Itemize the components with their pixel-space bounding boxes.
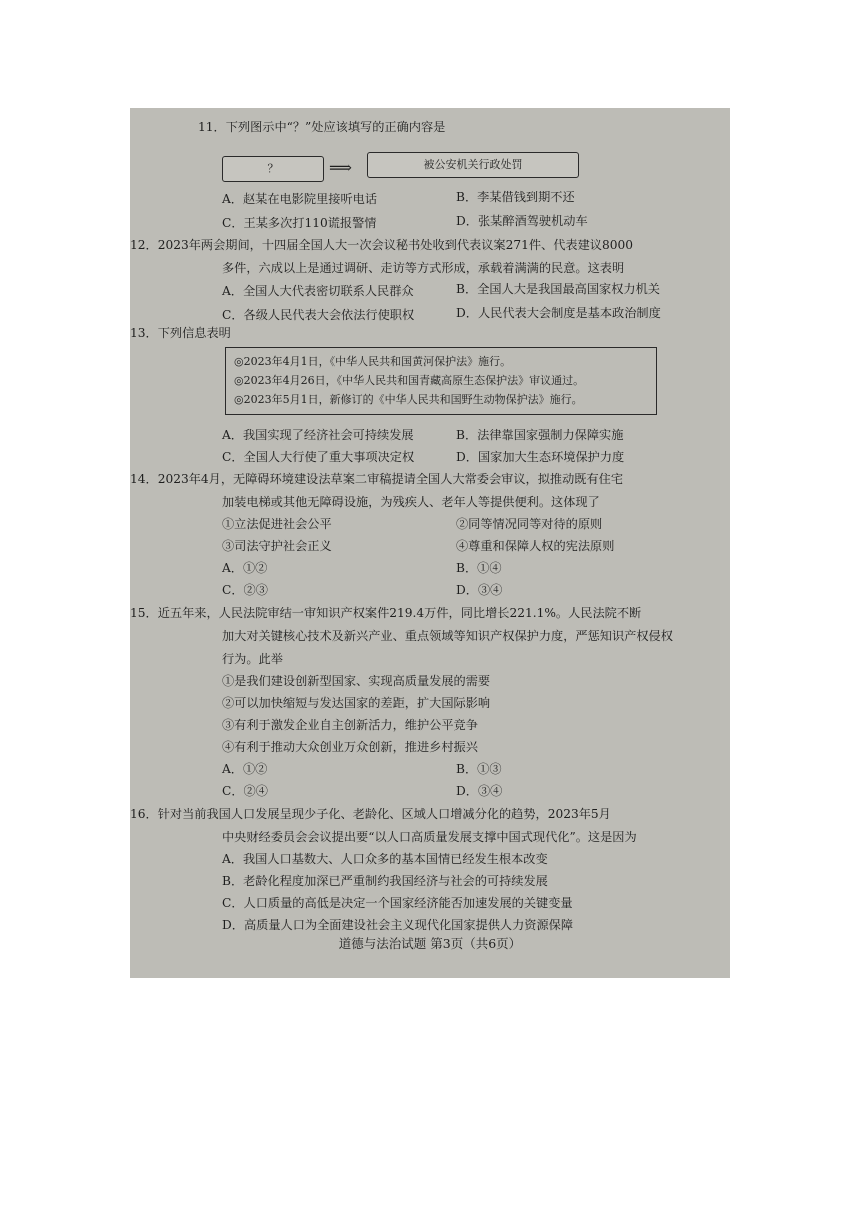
q15-item-1: ①是我们建设创新型国家、实现高质量发展的需要 [222, 674, 491, 688]
q11-option-b: B．李某借钱到期不还 [456, 190, 575, 204]
exam-page [130, 108, 730, 978]
q14-option-c: C．②③ [222, 583, 268, 597]
q12-stem-line1: 12．2023年两会期间，十四届全国人大一次会议秘书处收到代表议案271件、代表建议8000 [130, 238, 633, 252]
q13-option-d: D．国家加大生态环境保护力度 [456, 450, 625, 464]
q11-option-d: D．张某醉酒驾驶机动车 [456, 214, 588, 228]
q15-option-c: C．②④ [222, 784, 268, 798]
q14-option-b: B．①④ [456, 561, 502, 575]
q15-stem-line3: 行为。此举 [222, 652, 283, 666]
q12-option-d: D．人民代表大会制度是基本政治制度 [456, 306, 661, 320]
q14-stem-line2: 加装电梯或其他无障碍设施，为残疾人、老年人等提供便利。这体现了 [222, 495, 600, 509]
double-arrow-icon: ⟹ [329, 158, 352, 177]
q15-item-2: ②可以加快缩短与发达国家的差距，扩大国际影响 [222, 696, 491, 710]
q13-option-b: B．法律靠国家强制力保障实施 [456, 428, 624, 442]
q16-stem-line2: 中央财经委员会会议提出要“以人口高质量发展支撑中国式现代化”。这是因为 [222, 830, 637, 844]
q14-item-3: ③司法守护社会正义 [222, 539, 332, 553]
q16-stem-line1: 16．针对当前我国人口发展呈现少子化、老龄化、区域人口增减分化的趋势，2023年5月 [130, 807, 611, 821]
q13-info-line3: ◎2023年5月1日，新修订的《中华人民共和国野生动物保护法》施行。 [234, 393, 583, 406]
q12-option-b: B．全国人大是我国最高国家权力机关 [456, 282, 660, 296]
q15-stem-line2: 加大对关键核心技术及新兴产业、重点领域等知识产权保护力度，严惩知识产权侵权 [222, 629, 673, 643]
q11-unknown-box: ？ [222, 156, 324, 182]
q11-option-a: A．赵某在电影院里接听电话 [222, 192, 378, 206]
q12-option-c: C．各级人民代表大会依法行使职权 [222, 308, 415, 322]
q16-option-c: C．人口质量的高低是决定一个国家经济能否加速发展的关键变量 [222, 896, 573, 910]
q14-item-2: ②同等情况同等对待的原则 [456, 517, 603, 531]
q11-option-c: C．王某多次打110谎报警情 [222, 216, 377, 230]
q13-info-box [225, 347, 657, 415]
q13-stem: 13．下列信息表明 [130, 326, 231, 340]
q13-info-line2: ◎2023年4月26日，《中华人民共和国青藏高原生态保护法》审议通过。 [234, 374, 585, 387]
q15-option-d: D．③④ [456, 784, 503, 798]
page-footer: 道德与法治试题 第3页（共6页） [338, 936, 522, 951]
q15-option-b: B．①③ [456, 762, 502, 776]
q15-item-3: ③有利于激发企业自主创新活力，维护公平竞争 [222, 718, 478, 732]
q14-stem-line1: 14．2023年4月，无障碍环境建设法草案二审稿提请全国人大常委会审议，拟推动既有住宅 [130, 472, 624, 486]
q13-option-a: A．我国实现了经济社会可持续发展 [222, 428, 414, 442]
q14-item-4: ④尊重和保障人权的宪法原则 [456, 539, 615, 553]
q15-item-4: ④有利于推动大众创业万众创新，推进乡村振兴 [222, 740, 478, 754]
q15-stem-line1: 15．近五年来，人民法院审结一审知识产权案件219.4万件，同比增长221.1%。人民法院不断 [130, 606, 642, 620]
q16-option-b: B．老龄化程度加深已严重制约我国经济与社会的可持续发展 [222, 874, 548, 888]
q11-result-box: 被公安机关行政处罚 [367, 152, 579, 178]
q12-option-a: A．全国人大代表密切联系人民群众 [222, 284, 414, 298]
q12-stem-line2: 多件，六成以上是通过调研、走访等方式形成，承载着满满的民意。这表明 [222, 261, 625, 275]
q13-option-c: C．全国人大行使了重大事项决定权 [222, 450, 415, 464]
q14-option-a: A．①② [222, 561, 268, 575]
q14-item-1: ①立法促进社会公平 [222, 517, 332, 531]
q14-option-d: D．③④ [456, 583, 503, 597]
q16-option-d: D．高质量人口为全面建设社会主义现代化国家提供人力资源保障 [222, 918, 574, 932]
q15-option-a: A．①② [222, 762, 268, 776]
q16-option-a: A．我国人口基数大、人口众多的基本国情已经发生根本改变 [222, 852, 548, 866]
q13-info-line1: ◎2023年4月1日，《中华人民共和国黄河保护法》施行。 [234, 355, 512, 368]
q11-stem: 11．下列图示中“？”处应该填写的正确内容是 [198, 120, 446, 134]
